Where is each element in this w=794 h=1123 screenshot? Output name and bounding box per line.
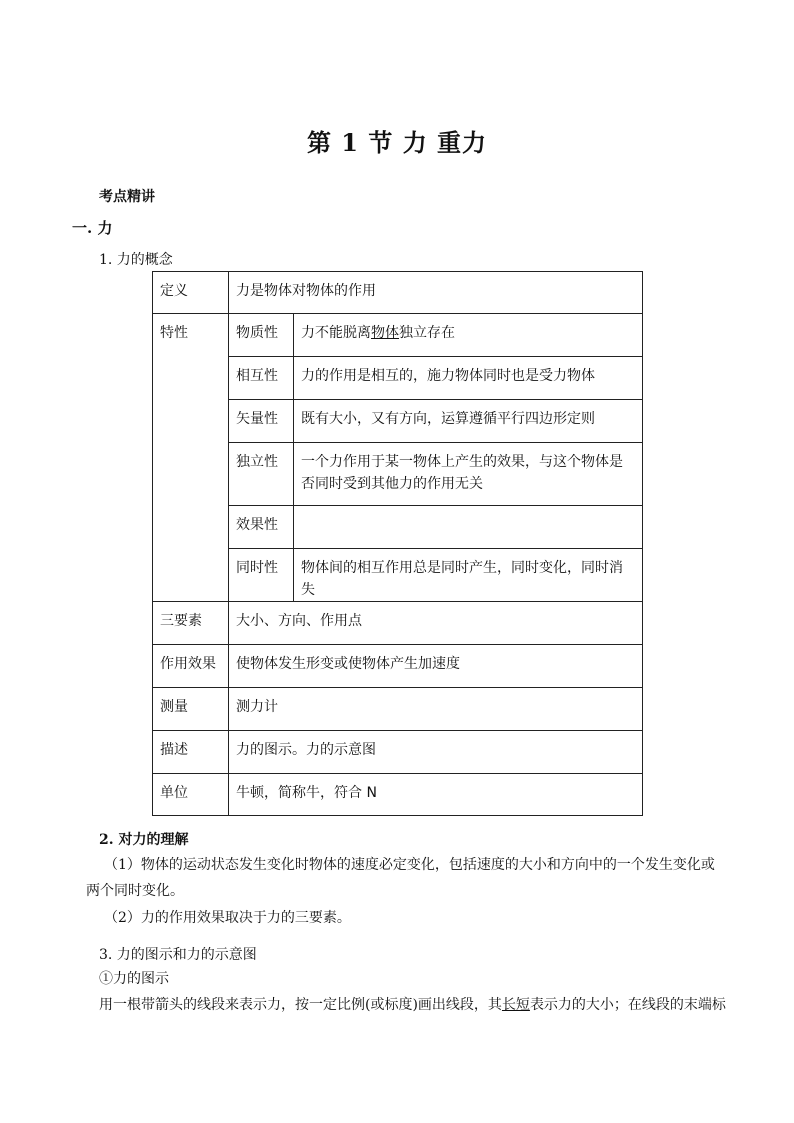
heading-force: 一. 力 xyxy=(72,219,113,237)
section-heading: 考点精讲 xyxy=(99,189,155,205)
cell-property-name: 矢量性 xyxy=(229,400,294,443)
cell-property-text: 一个力作用于某一物体上产生的效果，与这个物体是否同时受到其他力的作用无关 xyxy=(294,443,643,506)
force-concept-table xyxy=(152,271,643,816)
heading-diagram: 3. 力的图示和力的示意图 xyxy=(99,947,257,963)
cell-property-text: 力的作用是相互的，施力物体同时也是受力物体 xyxy=(294,357,643,400)
cell-value: 牛顿，简称牛，符合 N xyxy=(229,774,643,816)
cell-property-name: 相互性 xyxy=(229,357,294,400)
cell-property-name: 同时性 xyxy=(229,549,294,602)
cell-label: 三要素 xyxy=(153,602,229,645)
table-row xyxy=(153,688,643,731)
cell-label: 描述 xyxy=(153,731,229,774)
cell-property-text: 既有大小，又有方向，运算遵循平行四边形定则 xyxy=(294,400,643,443)
cell-value: 力的图示。力的示意图 xyxy=(229,731,643,774)
cell-property-name: 效果性 xyxy=(229,506,294,549)
underlined-text: 物体 xyxy=(371,325,399,341)
text-part: 独立存在 xyxy=(399,325,455,341)
cell-label: 单位 xyxy=(153,774,229,816)
table-row xyxy=(153,645,643,688)
cell-property-name: 物质性 xyxy=(229,314,294,357)
heading-understanding: 2. 对力的理解 xyxy=(99,832,189,848)
table-row xyxy=(153,602,643,645)
paragraph-1: （1）物体的运动状态发生变化时物体的速度必定变化，包括速度的大小和方向中的一个发生变化或两个同时变化。 xyxy=(86,857,715,899)
cell-property-name: 独立性 xyxy=(229,443,294,506)
cell-value: 大小、方向、作用点 xyxy=(229,602,643,645)
underlined-text: 长短 xyxy=(501,997,530,1013)
text-part: 表示力的大小；在线段的末端标 xyxy=(529,997,726,1013)
page-title: 第 1 节 力 重力 xyxy=(306,128,488,157)
table-row xyxy=(153,272,643,314)
sub-heading-concept: 1. 力的概念 xyxy=(99,252,173,268)
cell-label: 测量 xyxy=(153,688,229,731)
table-row xyxy=(153,731,643,774)
cell-value: 测力计 xyxy=(229,688,643,731)
cell-label: 特性 xyxy=(153,314,229,602)
cell-label: 作用效果 xyxy=(153,645,229,688)
cell-property-text xyxy=(294,314,643,357)
table-row xyxy=(153,314,643,357)
table-row xyxy=(153,774,643,816)
cell-label: 定义 xyxy=(153,272,229,314)
text-part: 力不能脱离 xyxy=(301,325,371,341)
cell-property-text xyxy=(294,506,643,549)
text-part: 用一根带箭头的线段来表示力，按一定比例(或标度)画出线段，其 xyxy=(99,997,502,1013)
cell-property-text: 物体间的相互作用总是同时产生，同时变化，同时消失 xyxy=(294,549,643,602)
paragraph-3 xyxy=(99,994,739,1014)
sub-heading-force-diagram: ①力的图示 xyxy=(99,971,169,987)
paragraph-2: （2）力的作用效果取决于力的三要素。 xyxy=(104,910,351,926)
cell-value: 力是物体对物体的作用 xyxy=(229,272,643,314)
cell-value: 使物体发生形变或使物体产生加速度 xyxy=(229,645,643,688)
